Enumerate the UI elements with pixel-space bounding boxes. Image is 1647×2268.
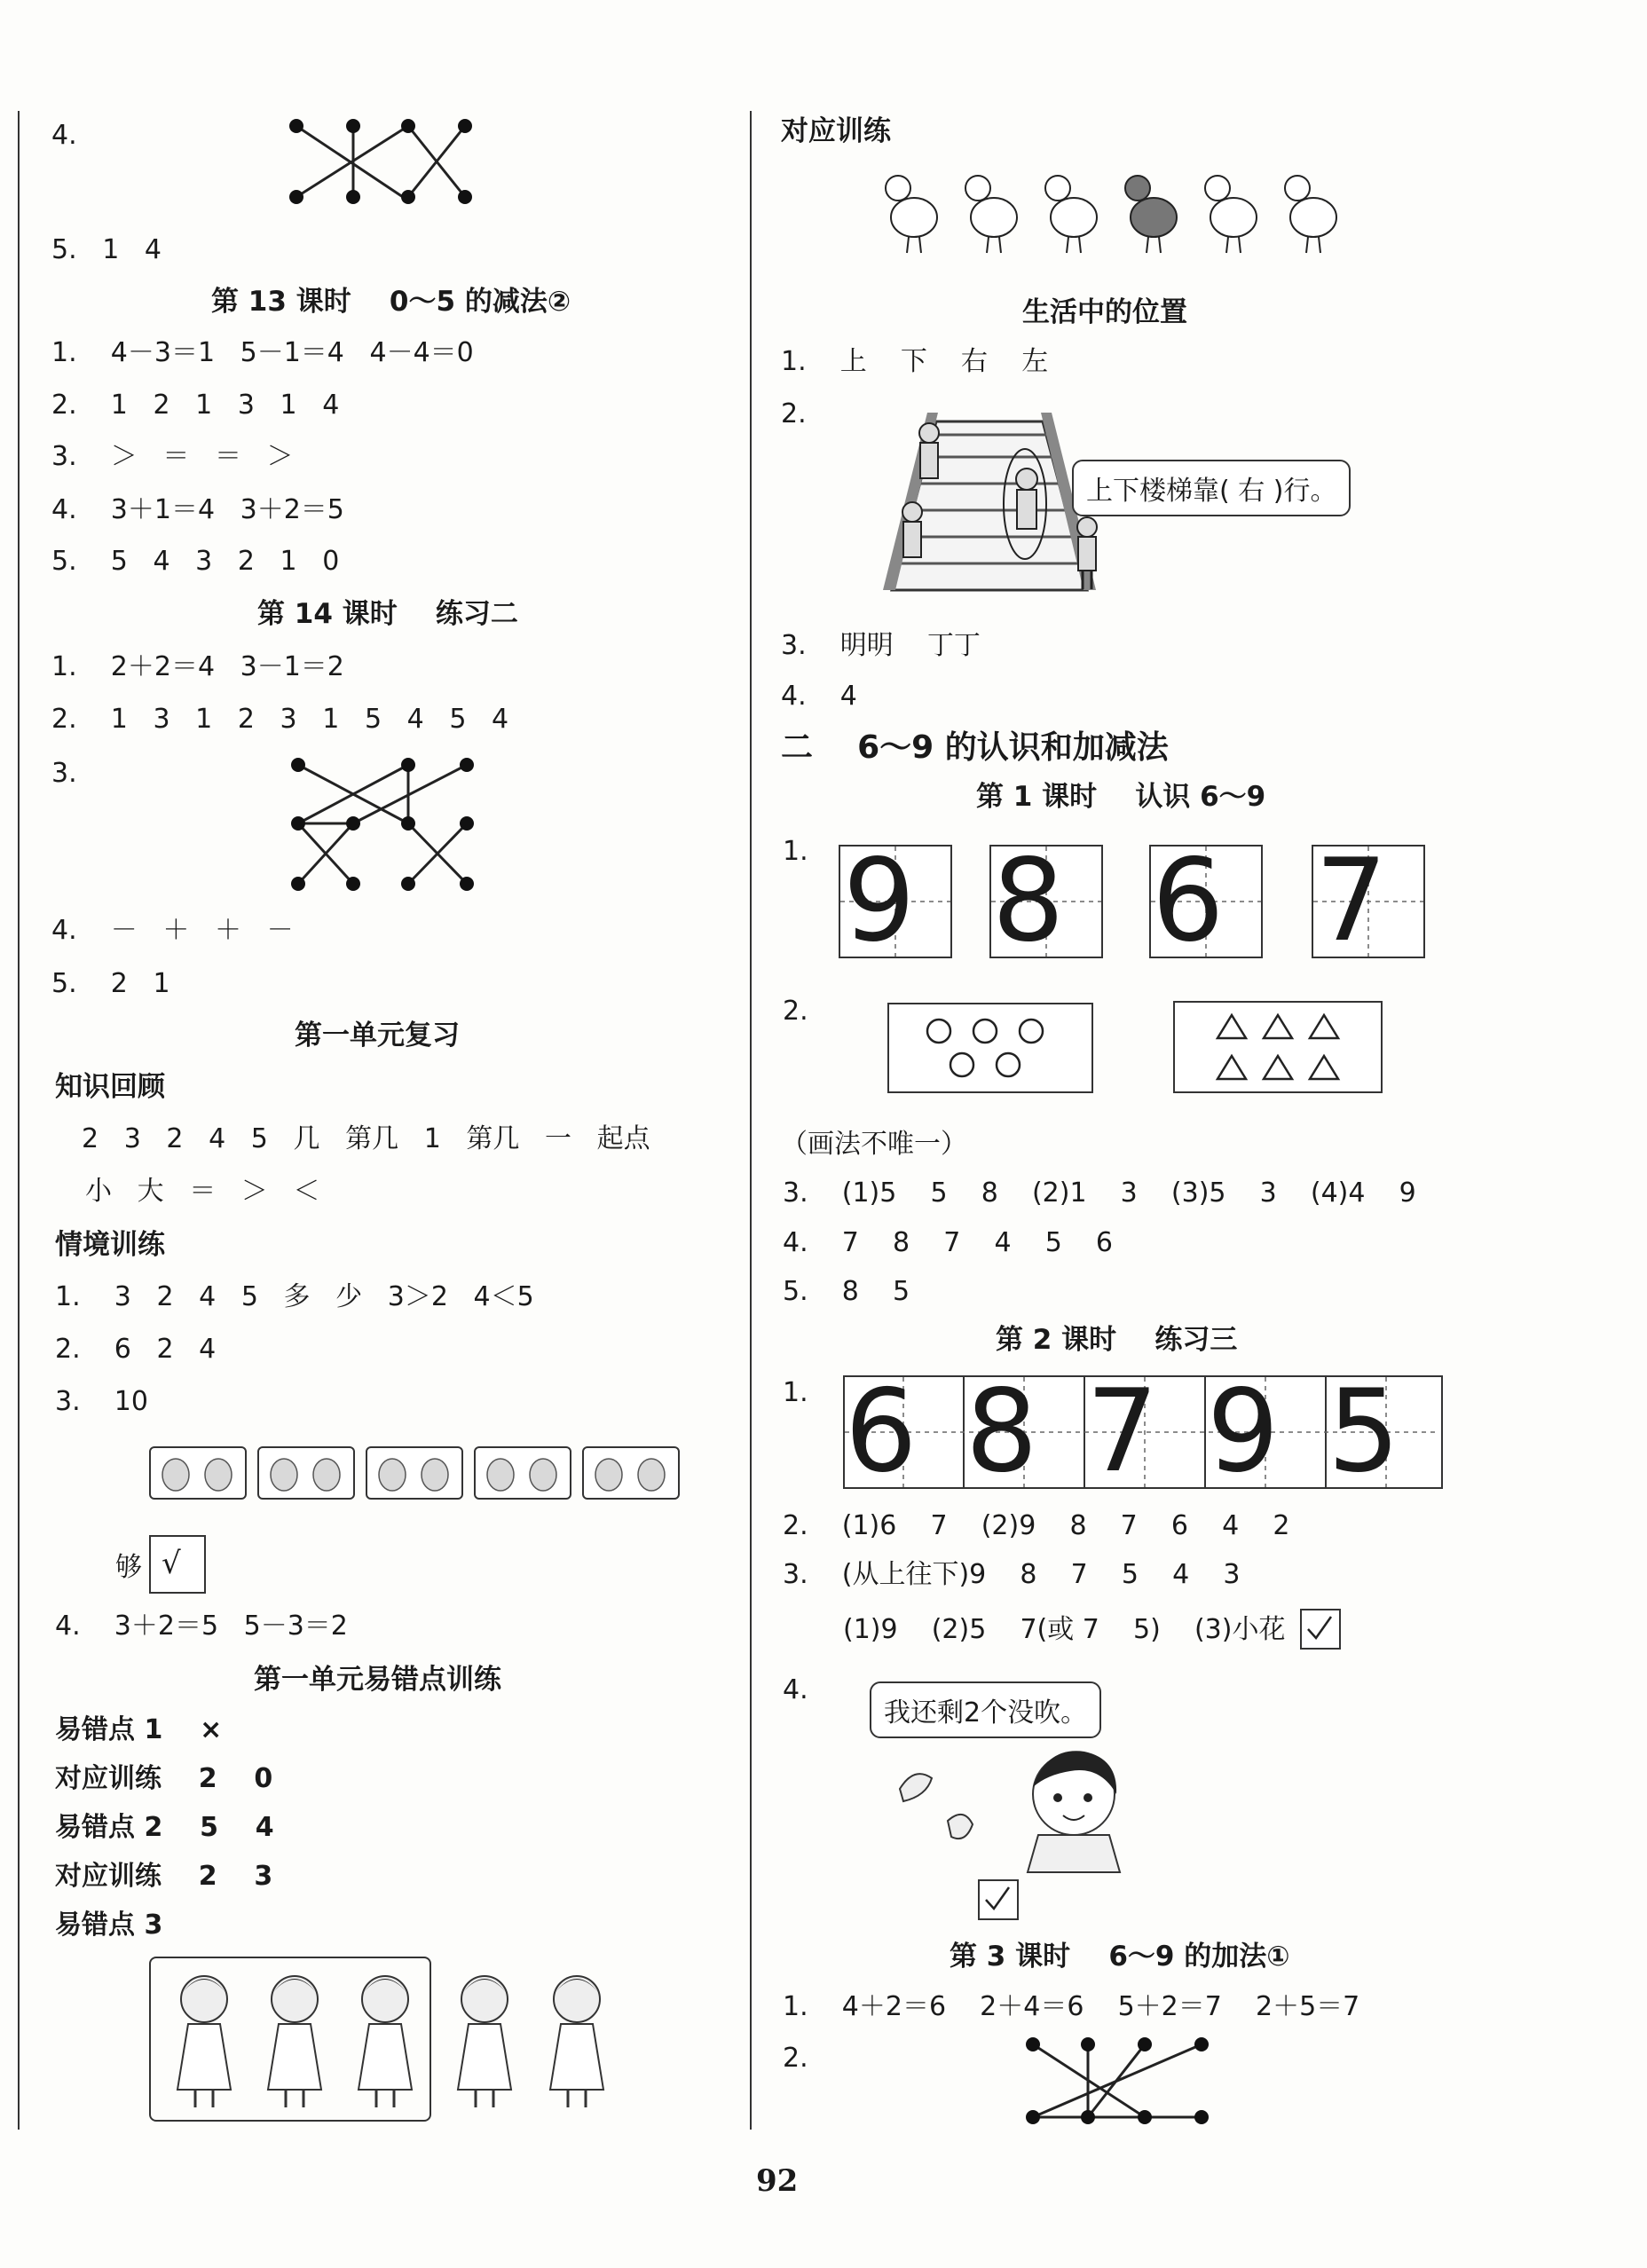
lesson1-q4: 4. 7 8 7 4 5 6 (783, 1227, 1114, 1258)
lesson2-q2: 2. (1)6 7 (2)9 8 7 6 4 2 (783, 1510, 1290, 1541)
left-margin-rule (18, 111, 20, 2130)
digit-row2-8: 8 (965, 1366, 1038, 1498)
enough-label: 够 (115, 1552, 142, 1583)
lesson13-q4: 4. 3＋1＝4 3＋2＝5 (51, 494, 344, 525)
lesson2-q3-sub: (1)9 (2)5 7(或 7 5) (3)小花 (843, 1614, 1286, 1645)
lesson2-q3: 3. (从上往下)9 8 7 5 4 3 (783, 1559, 1241, 1590)
digit-8: 8 (992, 835, 1065, 967)
heading-positions-in-life: 生活中的位置 (1022, 296, 1187, 328)
heading-lesson-2: 第 2 课时 练习三 (996, 1324, 1238, 1356)
positions-q2: 2. (781, 398, 807, 429)
drawing-note: （画法不唯一） (781, 1129, 967, 1160)
boy-with-balloons-illustration (887, 1739, 1136, 1881)
lesson2-q1: 1. (783, 1377, 808, 1408)
digit-7: 7 (1315, 835, 1388, 967)
lesson13-q1: 1. 4－3＝1 5－1＝4 4－4＝0 (51, 337, 474, 368)
match-training-1: 对应训练 2 0 (55, 1763, 273, 1794)
lesson1-q1: 1. (783, 836, 808, 867)
lesson1-q5: 5. 8 5 (783, 1276, 910, 1307)
staircase-illustration (883, 404, 1096, 599)
circles-group (887, 1003, 1091, 1091)
knowledge-review-title: 知识回顾 (55, 1071, 165, 1103)
situation-q2: 2. 6 2 4 (55, 1334, 217, 1365)
dot-matching-diagram-3 (1021, 2032, 1225, 2130)
column-divider (750, 111, 752, 2130)
check-icon-1 (1304, 1613, 1335, 1643)
lesson13-q3: 3. ＞ ＝ ＝ ＞ (51, 441, 294, 472)
lesson14-q1: 1. 2＋2＝4 3－1＝2 (51, 651, 344, 682)
triangles-group (1173, 1001, 1383, 1093)
error-point-3: 易错点 3 (55, 1910, 163, 1941)
digit-row2-7: 7 (1086, 1366, 1159, 1498)
birds-illustration (879, 169, 1358, 257)
unit-2-heading: 二 6～9 的认识和加减法 (781, 729, 1169, 766)
page-number: 92 (756, 2163, 799, 2199)
speech-bubble-balloons: 我还剩2个没吹。 (870, 1681, 1101, 1738)
situation-q1: 1. 3 2 4 5 多 少 3＞2 4＜5 (55, 1281, 534, 1312)
situation-training-title: 情境训练 (55, 1229, 165, 1261)
lesson3-q2: 2. (783, 2043, 808, 2074)
left-item-5: 5. 1 4 (51, 234, 162, 265)
check-icon-2 (982, 1884, 1013, 1914)
lesson14-q3: 3. (51, 758, 77, 789)
dot-matching-diagram-2 (284, 752, 479, 894)
lesson14-q5: 5. 2 1 (51, 968, 170, 999)
heading-unit1-errors: 第一单元易错点训练 (254, 1664, 501, 1696)
lesson1-q3: 3. (1)5 5 8 (2)1 3 (3)5 3 (4)4 9 (783, 1177, 1416, 1209)
speech-bubble-stairs: 上下楼梯靠( 右 )行。 (1072, 460, 1351, 516)
heading-lesson-13: 第 13 课时 0～5 的减法② (211, 286, 571, 318)
lesson13-q5: 5. 5 4 3 2 1 0 (51, 546, 340, 577)
positions-q3: 3. 明明 丁丁 (781, 630, 981, 661)
lesson1-q2: 2. (783, 996, 808, 1027)
pear-icons (149, 1446, 682, 1500)
digit-6: 6 (1152, 835, 1225, 967)
knowledge-line-1: 2 3 2 4 5 几 第几 1 第几 一 起点 (82, 1123, 650, 1154)
left-item-4: 4. (51, 120, 77, 151)
error-point-2: 易错点 2 5 4 (55, 1812, 274, 1843)
situation-q4: 4. 3＋2＝5 5－3＝2 (55, 1610, 348, 1642)
digit-row2-9: 9 (1207, 1366, 1280, 1498)
positions-q4: 4. 4 (781, 681, 857, 712)
heading-lesson-3: 第 3 课时 6～9 的加法① (950, 1941, 1290, 1973)
heading-lesson-1: 第 1 课时 认识 6～9 (976, 781, 1266, 813)
enough-check-mark: √ (162, 1546, 181, 1581)
knowledge-line-2: 小 大 ＝ ＞ ＜ (85, 1176, 320, 1207)
match-training-2: 对应训练 2 3 (55, 1861, 273, 1892)
heading-lesson-14: 第 14 课时 练习二 (257, 598, 518, 630)
lesson14-q2: 2. 1 3 1 2 3 1 5 4 5 4 (51, 704, 509, 735)
boy-on-right-illustration (1069, 515, 1105, 595)
dot-matching-diagram-1 (284, 115, 479, 204)
match-training-title: 对应训练 (781, 115, 891, 147)
error-point-1: 易错点 1 × (55, 1714, 223, 1745)
lesson13-q2: 2. 1 2 1 3 1 4 (51, 390, 340, 421)
lesson14-q4: 4. － ＋ ＋ － (51, 915, 294, 946)
heading-unit1-review: 第一单元复习 (295, 1020, 460, 1051)
lesson2-q4: 4. (783, 1674, 808, 1705)
positions-q1: 1. 上 下 右 左 (781, 346, 1049, 377)
girls-illustration (160, 1965, 621, 2116)
situation-q3: 3. 10 (55, 1386, 148, 1417)
digit-row2-6: 6 (845, 1366, 918, 1498)
digit-row2-5: 5 (1328, 1366, 1400, 1498)
digit-9: 9 (843, 835, 916, 967)
lesson3-q1: 1. 4＋2＝6 2＋4＝6 5＋2＝7 2＋5＝7 (783, 1991, 1360, 2022)
